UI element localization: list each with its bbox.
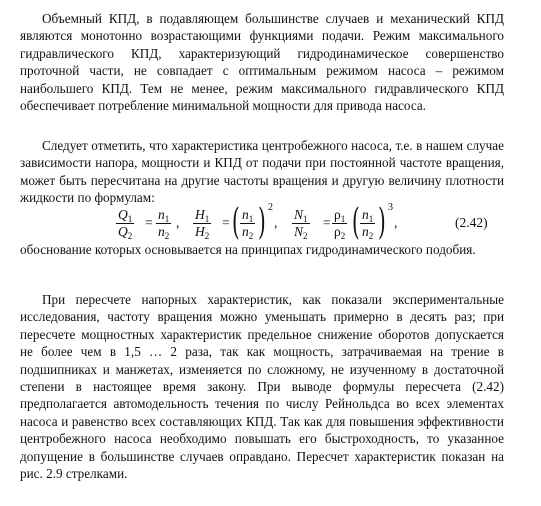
fraction-density: $\frac{\rho_1}{\rho_2}$ [334,207,346,241]
fraction-power: $\frac{N_1}{N_2}$ [294,207,308,241]
equation-number: (2.42) [455,215,488,230]
paragraph-characteristics: При пересчете напорных характеристик, как показали экспериментальные исследования, частоту вращения можно уменьшать примерно в десять раз; при пересчете мощностных характеристик предельное снижение оборотов допускается не более чем в 1,5 … 2 раза, так как мощность, затрачиваемая на трение в подшипниках и манжетах, изменяется по сложному, не изученному в достаточной степени в настоящее время закону. При выводе формулы пересчета (2.42) предполагается автомодельность течения по числу Рейнольдса во всех элементах насоса и равенство всех составляющих КПД. Так как для повышения эффективности центробежного насоса необходимо повышать его быстроходность, то указанное допущение в большинстве случаев оправдано. Пересчет характеристик показан на рис. 2.9 стрелками. [20,292,504,482]
fraction-h: $\frac{H_1}{H_2}$ [195,207,210,241]
fraction-n-1: $\frac{n_1}{n_2}$ [158,207,170,241]
fraction-q: $\frac{Q_1}{Q_2}$ [118,207,133,241]
paragraph-recalculation: Следует отметить, что характеристика центробежного насоса, т.е. в нашем случае зависимости напора, мощности и КПД от подачи при постоянной частоте вращения, может быть пересчитана на другие частоты вращения и другую величину плотности жидкости по формулам: [20,138,504,206]
paragraph-similarity: обоснование которых основывается на принципах гидродинамического подобия. [20,242,476,257]
fraction-n-2: $\frac{n_1}{n_2}$ [242,207,254,241]
paragraph-efficiency: Объемный КПД, в подавляющем большинстве случаев и механический КПД являются монотонно возрастающими функциями подачи. Режим максимального гидравлического КПД, характеризующий гидродинамическое совершенство проточной части, не совпадает с оптимальным режимом насоса – режимом наибольшего КПД. Тем не менее, режим максимального гидравлического КПД обеспечивает потребление минимальной мощности для привода насоса. [20,11,504,114]
fraction-n-3: $\frac{n_1}{n_2}$ [362,207,374,241]
formula-2-42: $\frac{Q_1}{Q_2}$ = $\frac{n_1}{n_2}$ , $\frac{H_1}{H_2}$ = ( $\frac{n_1}{n_2}$ ) 2 , $\frac{N_1}{N_2}$ = $\frac{\rho_1}{\rho_2}$ ( $\frac{n_1}{n_2}$ ) 3 , (2.42) [118,202,488,243]
